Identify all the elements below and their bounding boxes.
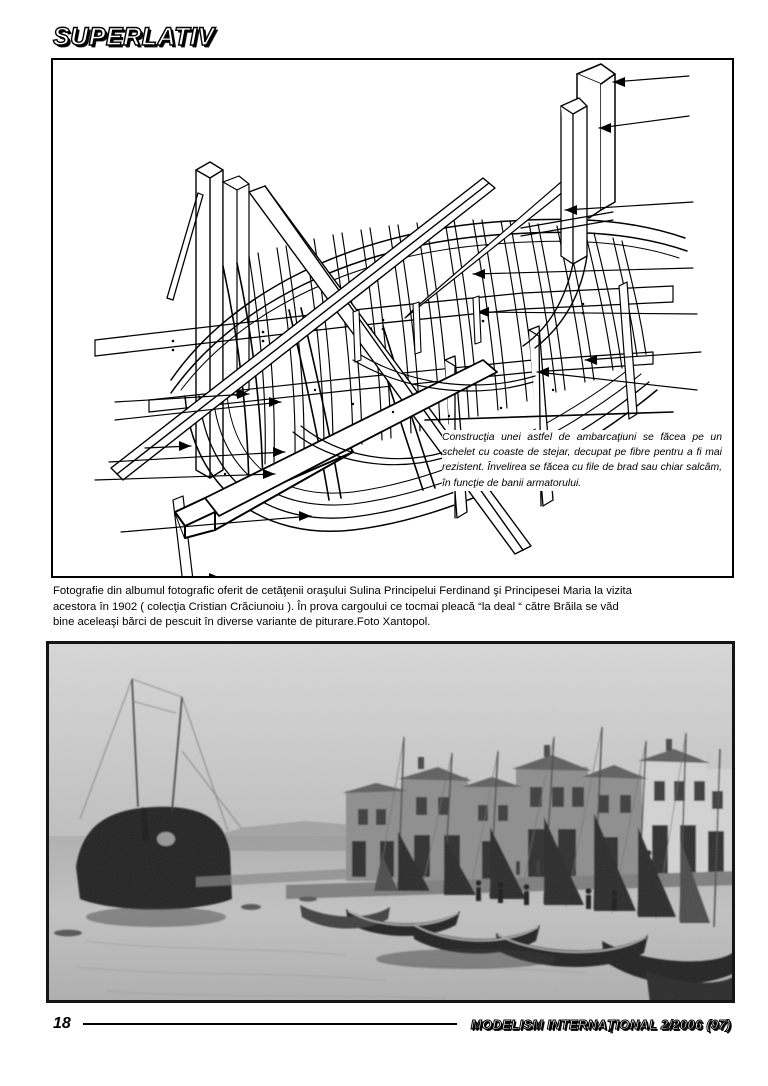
photo-caption (53, 584, 735, 631)
page-title: SUPERLATIV (53, 22, 215, 51)
drawing-note-text: Construcţia unei astfel de ambarcaţiuni se făcea pe un schelet cu coaste de stejar, decupat pe fibre pentru a fi mai rezistent. Învelirea se făcea cu file de brad sau chiar salcâm, în funcţie de banii armatorului. (442, 430, 722, 491)
footer-divider-rule (83, 1023, 457, 1025)
masthead (53, 22, 215, 52)
boat-frame-drawing-illustration (53, 60, 732, 576)
page-footer (53, 1012, 737, 1036)
page-number: 18 (53, 1015, 71, 1032)
caption-line-3: bine aceleaşi bărci de pescuit în diverse variante de piturare.Foto Xantopol. (53, 616, 431, 629)
technical-drawing-panel (51, 58, 734, 578)
sulina-waterfront-photo-illustration (46, 641, 735, 1003)
caption-line-2: acestora în 1902 ( colecţia Cristian Crăciunoiu ). În prova cargoului ce tocmai pleacă “la deal “ către Brăila se văd (53, 600, 619, 613)
historical-photograph (46, 641, 735, 1003)
caption-line-1: Fotografie din albumul fotografic oferit de cetăţenii oraşului Sulina Principelui Ferdinand şi Principesei Maria la vizita (53, 585, 632, 597)
publication-info: MODELISM INTERNAŢIONAL 2/2006 (97) (470, 1016, 731, 1032)
